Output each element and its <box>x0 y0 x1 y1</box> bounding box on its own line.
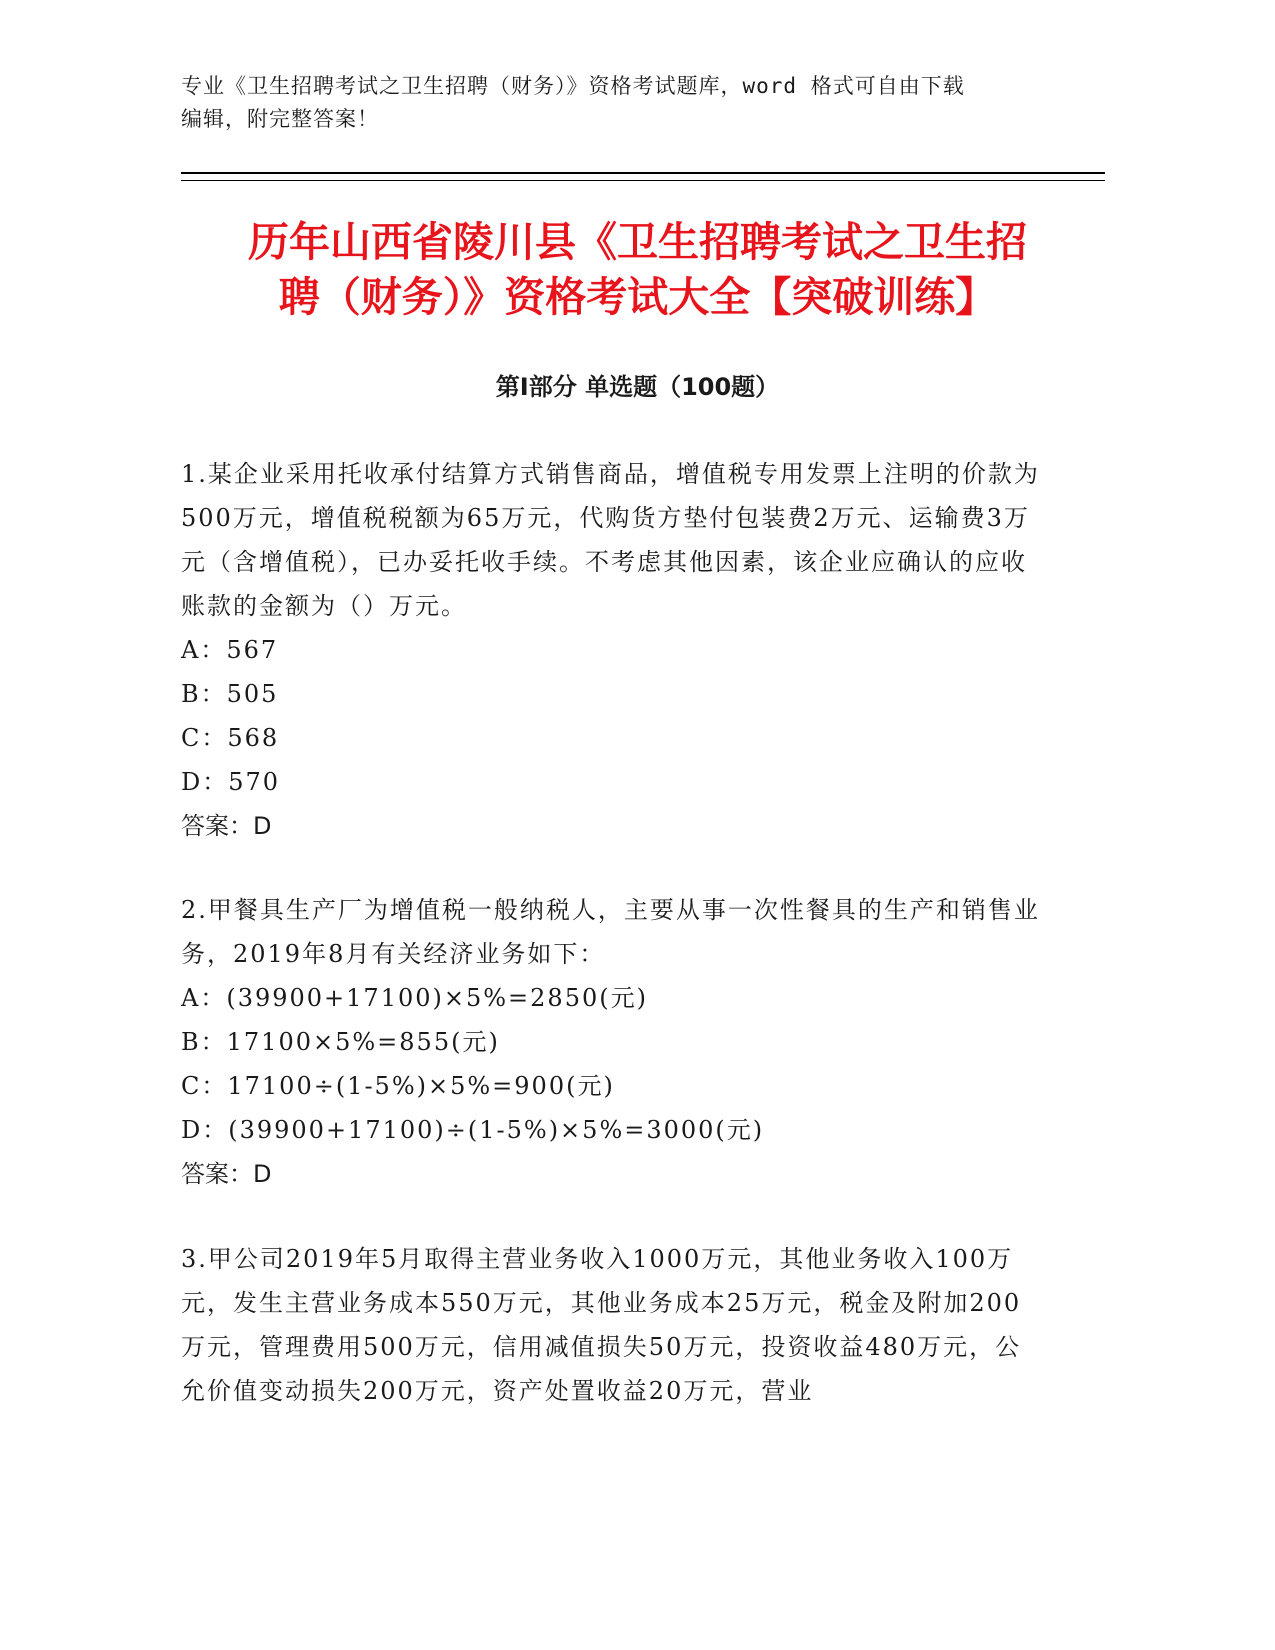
header-rule-thin <box>181 180 1105 181</box>
document-title <box>150 215 1125 325</box>
question-stem: 1.某企业采用托收承付结算方式销售商品，增值税专用发票上注明的价款为500万元，增值税税额为65万元，代购货方垫付包装费2万元、运输费3万元（含增值税），已办妥托收手续。不考虑其他因素，该企业应确认的应收账款的金额为（）万元。 <box>181 460 1040 620</box>
question-stem: 2.甲餐具生产厂为增值税一般纳税人，主要从事一次性餐具的生产和销售业务，2019年8月有关经济业务如下： <box>181 896 1040 968</box>
answer: 答案：D <box>181 812 272 840</box>
header-rule-thick <box>181 172 1105 174</box>
document-title-line1: 历年山西省陵川县《卫生招聘考试之卫生招 <box>248 218 1027 266</box>
option-d: D：570 <box>181 768 281 796</box>
header-note-line2: 编辑，附完整答案！ <box>181 107 379 131</box>
question-3 <box>181 1237 1041 1413</box>
header-note <box>181 70 1081 136</box>
option-a: A：(39900+17100)×5%=2850(元) <box>181 984 648 1012</box>
question-stem: 3.甲公司2019年5月取得主营业务收入1000万元，其他业务收入100万元，发生主营业务成本550万元，其他业务成本25万元，税金及附加200万元，管理费用500万元，信用减值损失50万元，投资收益480万元，公允价值变动损失200万元，资产处置收益20万元，营业 <box>181 1245 1022 1405</box>
section-heading: 第Ⅰ部分 单选题（100题） <box>495 373 780 401</box>
option-b: B：505 <box>181 680 279 708</box>
question-2 <box>181 888 1041 1196</box>
question-1 <box>181 452 1041 848</box>
document-title-line2: 聘（财务）》资格考试大全【突破训练】 <box>278 273 997 321</box>
option-b: B：17100×5%=855(元) <box>181 1028 500 1056</box>
option-c: C：568 <box>181 724 280 752</box>
option-c: C：17100÷(1-5%)×5%=900(元) <box>181 1072 615 1100</box>
option-d: D：(39900+17100)÷(1-5%)×5%=3000(元) <box>181 1116 765 1144</box>
answer: 答案：D <box>181 1160 272 1188</box>
header-note-line1: 专业《卫生招聘考试之卫生招聘（财务）》资格考试题库，word 格式可自由下载 <box>181 74 965 98</box>
option-a: A：567 <box>181 636 279 664</box>
